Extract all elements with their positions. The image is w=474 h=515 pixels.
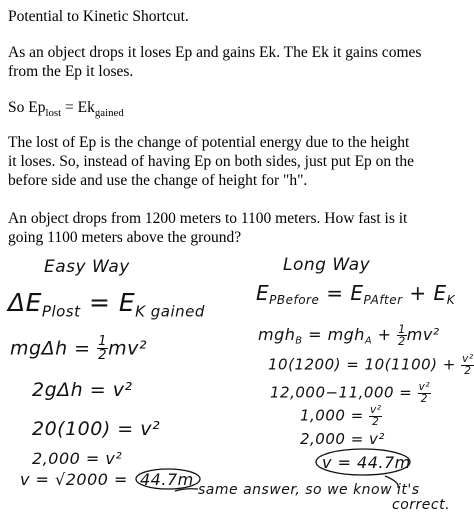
long-eq1-sub-after: PAfter (363, 293, 403, 308)
note-line-1: same answer, so we know it's (198, 482, 420, 498)
long-eq2-b: = mgh (302, 325, 365, 345)
easy-way-heading: Easy Way (44, 257, 130, 277)
explanation-line-2: it loses. So, instead of having Ep on both sides, just put Ep on the (8, 153, 414, 170)
problem-line-1: An object drops from 1200 meters to 1100 meters. How fast is it (8, 210, 408, 227)
easy-eq2-rhs: mv² (108, 337, 147, 360)
so-equation (8, 99, 124, 122)
long-eq1-b: = E (319, 281, 364, 305)
easy-eq2-lhs: mgΔh = (10, 337, 98, 360)
easy-eq2-fraction (97, 335, 108, 363)
easy-eq1-sub-gained: K gained (135, 302, 205, 321)
long-eq3-num: v² (462, 353, 474, 365)
easy-answer: 44.7m (140, 470, 194, 489)
long-eq2-den: 2 (398, 335, 406, 349)
explanation-line-3: before side and use the change of height for "h". (8, 172, 308, 189)
long-eq2-fraction (397, 324, 407, 347)
explanation-line-1: The lost of Ep is the change of potential energy due to the height (8, 134, 410, 151)
so-mid: = Ek (61, 99, 95, 116)
long-eq3-den: 2 (464, 364, 472, 377)
long-eq3-fraction (461, 354, 474, 376)
long-eq2-sub-a: A (364, 335, 373, 347)
long-eq3-lhs: 10(1200) = 10(1100) + (268, 355, 462, 374)
long-eq-3 (268, 354, 474, 376)
intro-line-2: from the Ep it loses. (8, 63, 134, 80)
long-answer: v = 44.7m (322, 453, 411, 472)
intro-line-1: As an object drops it loses Ep and gains Ek. The Ek it gains comes (8, 44, 422, 61)
so-sub-lost: lost (45, 107, 62, 120)
easy-eq2-den: 2 (98, 348, 108, 364)
long-eq-6: 2,000 = v² (300, 430, 385, 448)
long-eq2-a: mgh (258, 325, 296, 345)
note-line-2: correct. (392, 497, 451, 513)
long-eq-2 (258, 324, 440, 347)
so-sub-gained: gained (94, 107, 124, 120)
long-eq-4 (270, 382, 431, 404)
long-eq1-c: + E (402, 281, 447, 305)
easy-eq1-mid: = E (80, 288, 136, 317)
long-eq-5 (300, 405, 382, 427)
long-eq4-fraction (418, 382, 431, 404)
so-prefix: So Ep (8, 99, 46, 116)
long-way-heading: Long Way (283, 255, 371, 275)
easy-eq-6: v = √2000 = (20, 470, 128, 489)
problem-line-2: going 1100 meters above the ground? (8, 229, 242, 246)
easy-eq-5: 2,000 = v² (32, 449, 123, 468)
easy-eq-3: 2gΔh = v² (32, 379, 133, 401)
long-eq2-num: 1 (398, 323, 406, 336)
long-eq1-sub-k: K (446, 293, 456, 308)
long-eq5-fraction (369, 405, 382, 427)
long-eq2-c: + (372, 325, 398, 345)
easy-eq-4: 20(100) = v² (32, 418, 161, 440)
long-eq5-den: 2 (372, 415, 380, 428)
long-eq1-a: E (256, 281, 270, 305)
note-connector-left (175, 489, 198, 491)
long-eq4-num: v² (418, 381, 431, 393)
easy-eq-1 (8, 288, 205, 320)
long-eq2-sub-b: B (295, 335, 303, 347)
easy-eq1-sub-lost: Plost (41, 302, 81, 321)
long-eq5-lhs: 1,000 = (300, 406, 370, 425)
easy-eq2-num: 1 (98, 334, 108, 349)
page-title: Potential to Kinetic Shortcut. (8, 8, 189, 25)
long-eq2-d: mv² (406, 325, 440, 345)
easy-eq1-main: ΔE (8, 288, 42, 317)
long-eq4-lhs: 12,000−11,000 = (270, 383, 418, 402)
long-eq-1 (256, 281, 455, 307)
long-eq4-den: 2 (420, 392, 428, 405)
long-eq1-sub-before: PBefore (269, 293, 320, 308)
easy-eq-2 (10, 335, 147, 363)
long-eq5-num: v² (370, 404, 382, 416)
